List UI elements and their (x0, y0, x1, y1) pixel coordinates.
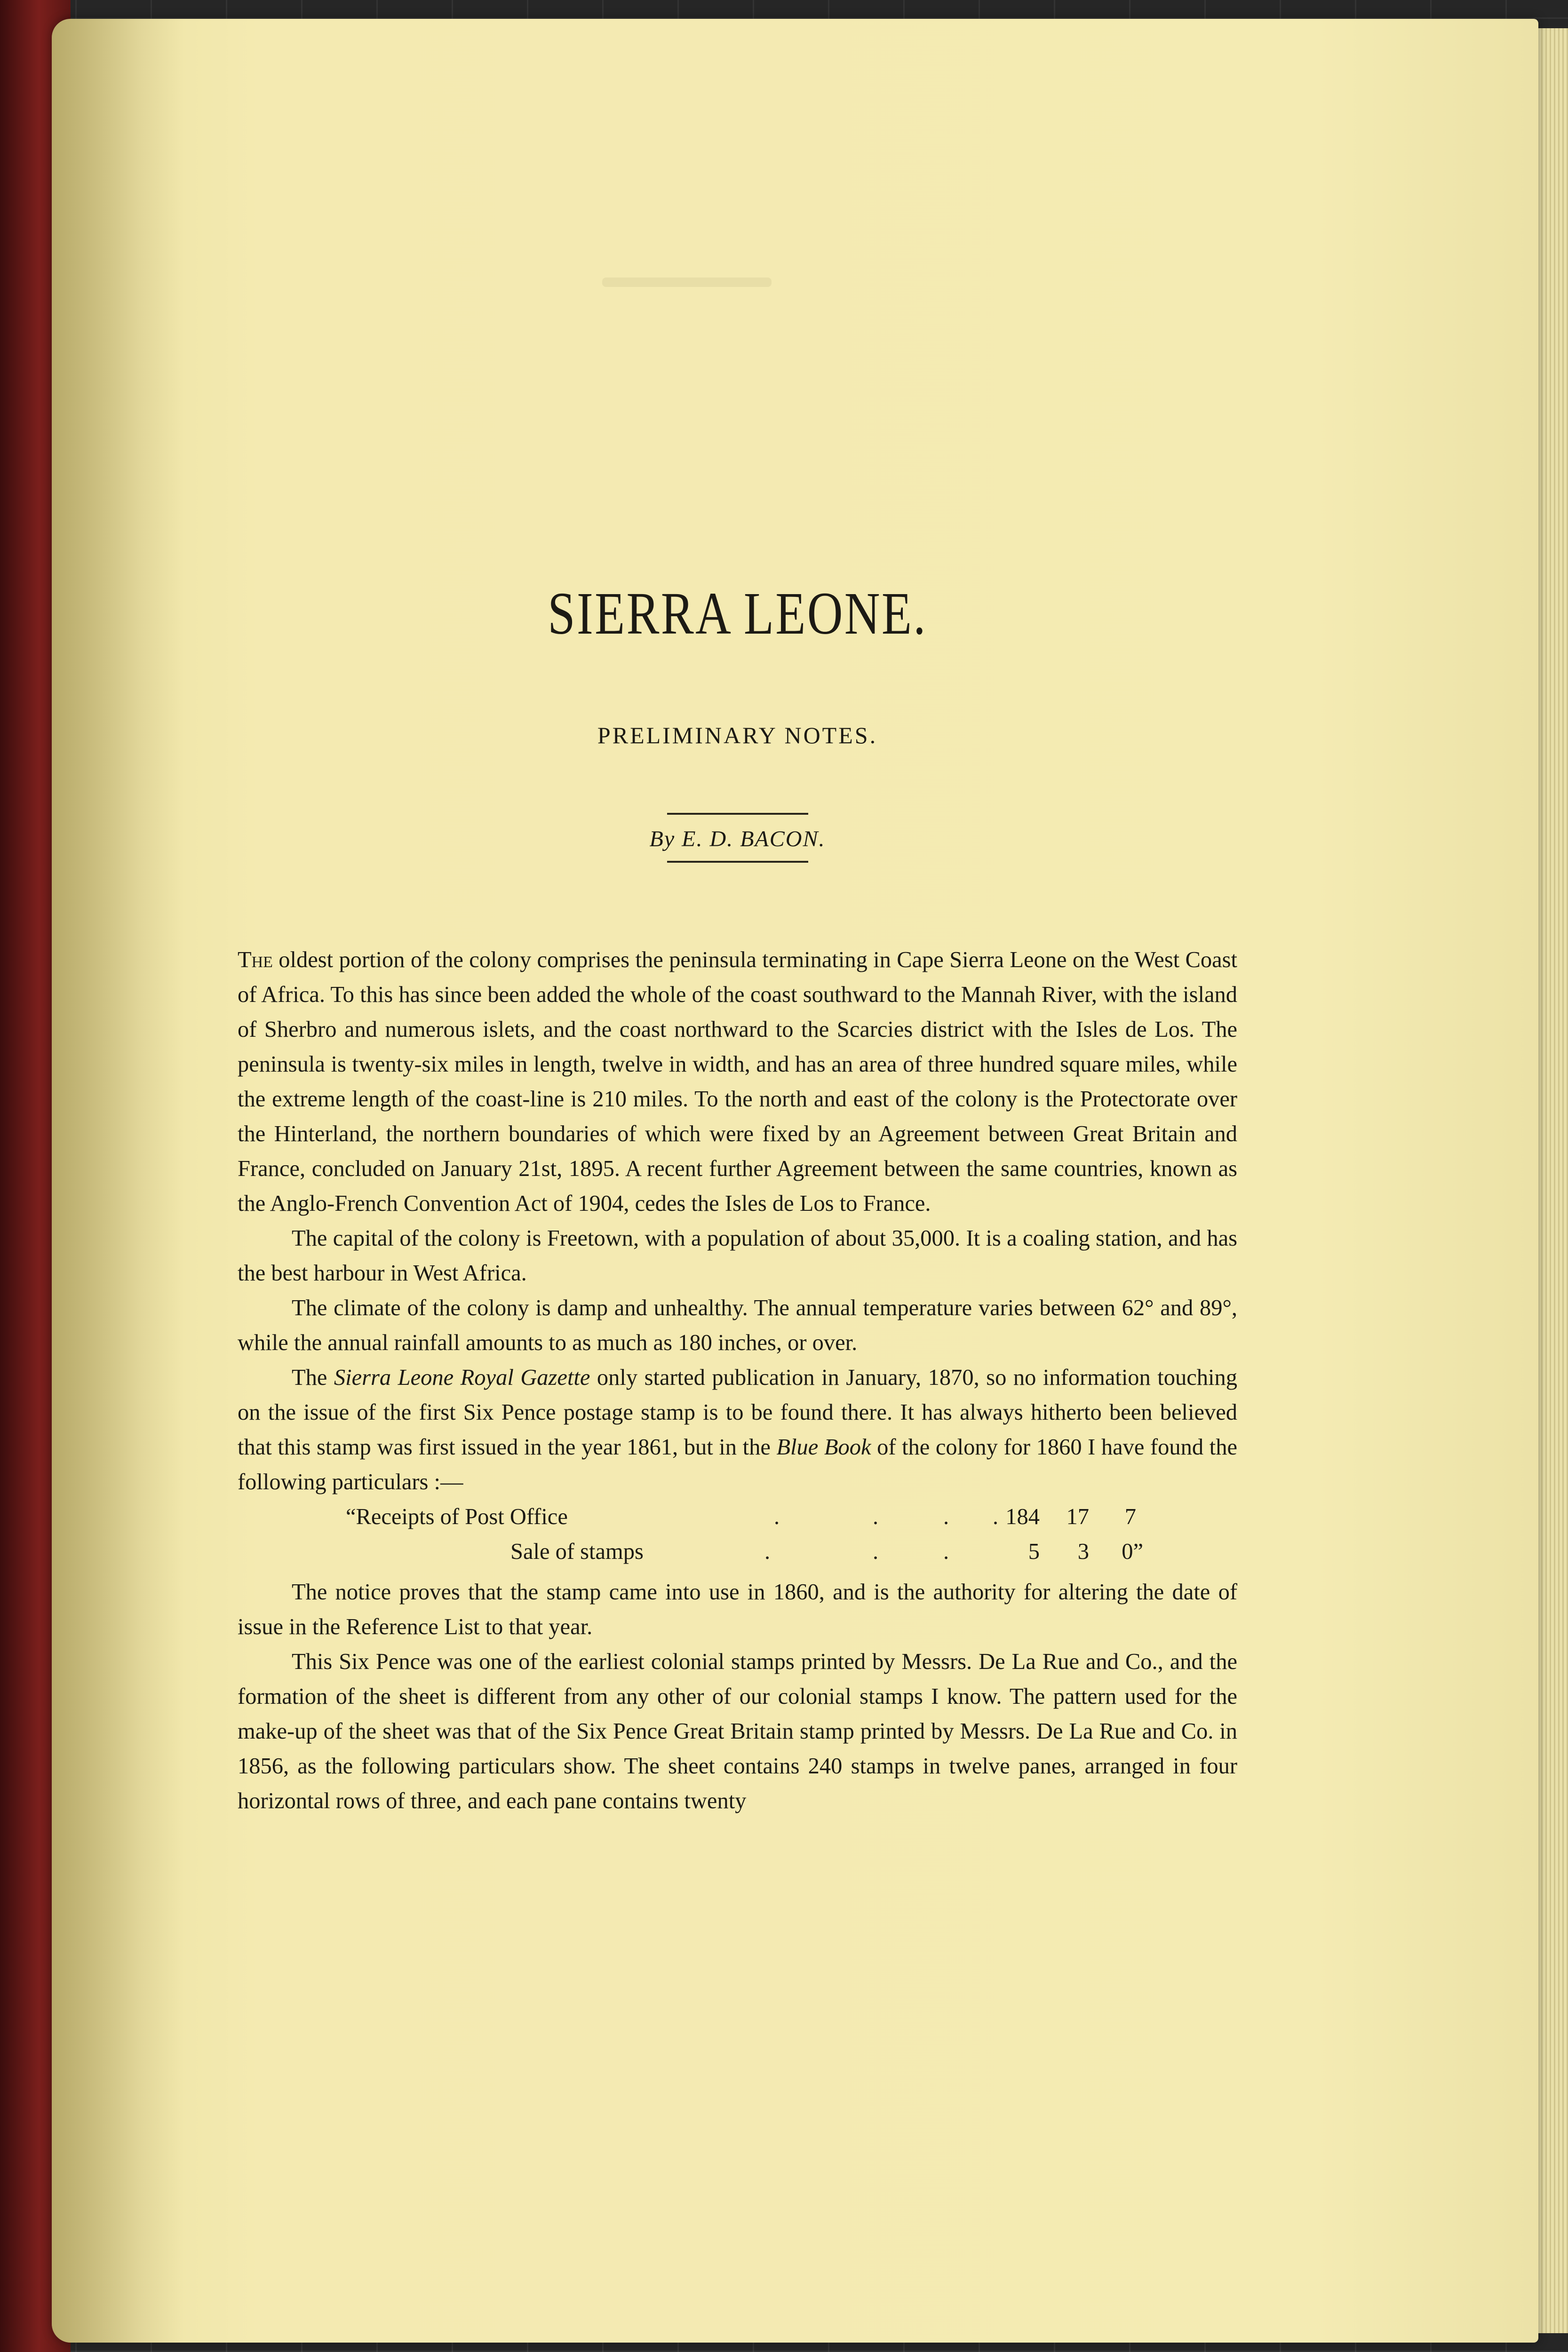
paragraph-text: only started publication in January, 1870, so no information touching on the issue of the first Six Pence postage stamp is to be found there. It has always hitherto been believed that this stamp was first issued in the year 1861, but in the (238, 1365, 1238, 1460)
shillings-value: 3 (1077, 1539, 1089, 1564)
receipts-label: “Receipts of Post Office (346, 1504, 568, 1529)
gutter-shadow (52, 19, 183, 2343)
paragraph-3: The climate of the colony is damp and unhealthy. The annual temperature varies between 62° and 89°, while the annual rainfall amounts to as much as 180 inches, or over. (238, 1295, 1237, 1355)
leader-dot: . (943, 1504, 949, 1529)
paragraph-1 (238, 943, 1237, 1221)
shillings-value: 17 (1066, 1504, 1089, 1529)
paragraph-4 (238, 1360, 1237, 1500)
lead-word: The (238, 947, 273, 972)
faint-show-through (602, 278, 772, 287)
pounds-value: 184 (1005, 1504, 1040, 1529)
receipts-label: Sale of stamps (510, 1539, 644, 1564)
leader-dot: . (873, 1504, 879, 1529)
pence-value: 7 (1124, 1504, 1136, 1529)
article-title: SIERRA LEONE. (548, 580, 927, 647)
receipts-row (238, 1500, 1237, 1534)
paragraph-5: The notice proves that the stamp came into use in 1860, and is the authority for altering the date of issue in the Reference List to that year. (238, 1580, 1237, 1639)
leader-dot: . (764, 1539, 771, 1564)
pounds-value: 5 (1028, 1539, 1040, 1564)
blue-book-title: Blue Book (776, 1435, 871, 1460)
paragraph-2: The capital of the colony is Freetown, with a population of about 35,000. It is a coaling station, and has the best harbour in West Africa. (238, 1226, 1237, 1286)
receipts-row (238, 1534, 1237, 1569)
leader-dot: . (873, 1539, 879, 1564)
paragraph-6: This Six Pence was one of the earliest colonial stamps printed by Messrs. De La Rue and Co., and the formation of the sheet is different from any other of our colonial stamps I know. The pattern used for the make-up of the sheet was that of the Six Pence Great Britain stamp printed by Messrs. De La Rue and Co. in 1856, as the following particulars show. The sheet contains 240 stamps in twelve panes, arranged in four horizontal rows of three, and each pane contains twenty (238, 1649, 1237, 1813)
divider-rule (667, 861, 808, 863)
paragraph-text: of the colony for 1860 I have found the following particulars :— (238, 1435, 1238, 1494)
leader-dot: . (993, 1504, 999, 1529)
divider-rule (667, 813, 808, 815)
article (238, 580, 1238, 1819)
paragraph-text: The (292, 1365, 334, 1390)
receipts-table (238, 1500, 1237, 1569)
article-body (238, 943, 1237, 1819)
pence-value: 0” (1122, 1539, 1143, 1564)
gazette-title: Sierra Leone Royal Gazette (334, 1365, 590, 1390)
leader-dot: . (774, 1504, 780, 1529)
article-byline: By E. D. BACON. (649, 826, 826, 851)
article-subtitle: PRELIMINARY NOTES. (597, 722, 878, 748)
paragraph-text: oldest portion of the colony comprises the peninsula terminating in Cape Sierra Leone on the West Coast of Africa. To this has since been added the whole of the coast southward to the Mannah River, with the island of Sherbro and numerous islets, and the coast northward to the Scarcies district with the Isles de Los. The peninsula is twenty-six miles in length, twelve in width, and has an area of three hundred square miles, while the extreme length of the coast-line is 210 miles. To the north and east of the colony is the Protectorate over the Hinterland, the northern boundaries of which were fixed by an Agreement between Great Britain and France, concluded on January 21st, 1895. A recent further Agreement between the same countries, known as the Anglo-French Convention Act of 1904, cedes the Isles de Los to France. (238, 947, 1237, 1216)
leader-dot: . (943, 1539, 949, 1564)
